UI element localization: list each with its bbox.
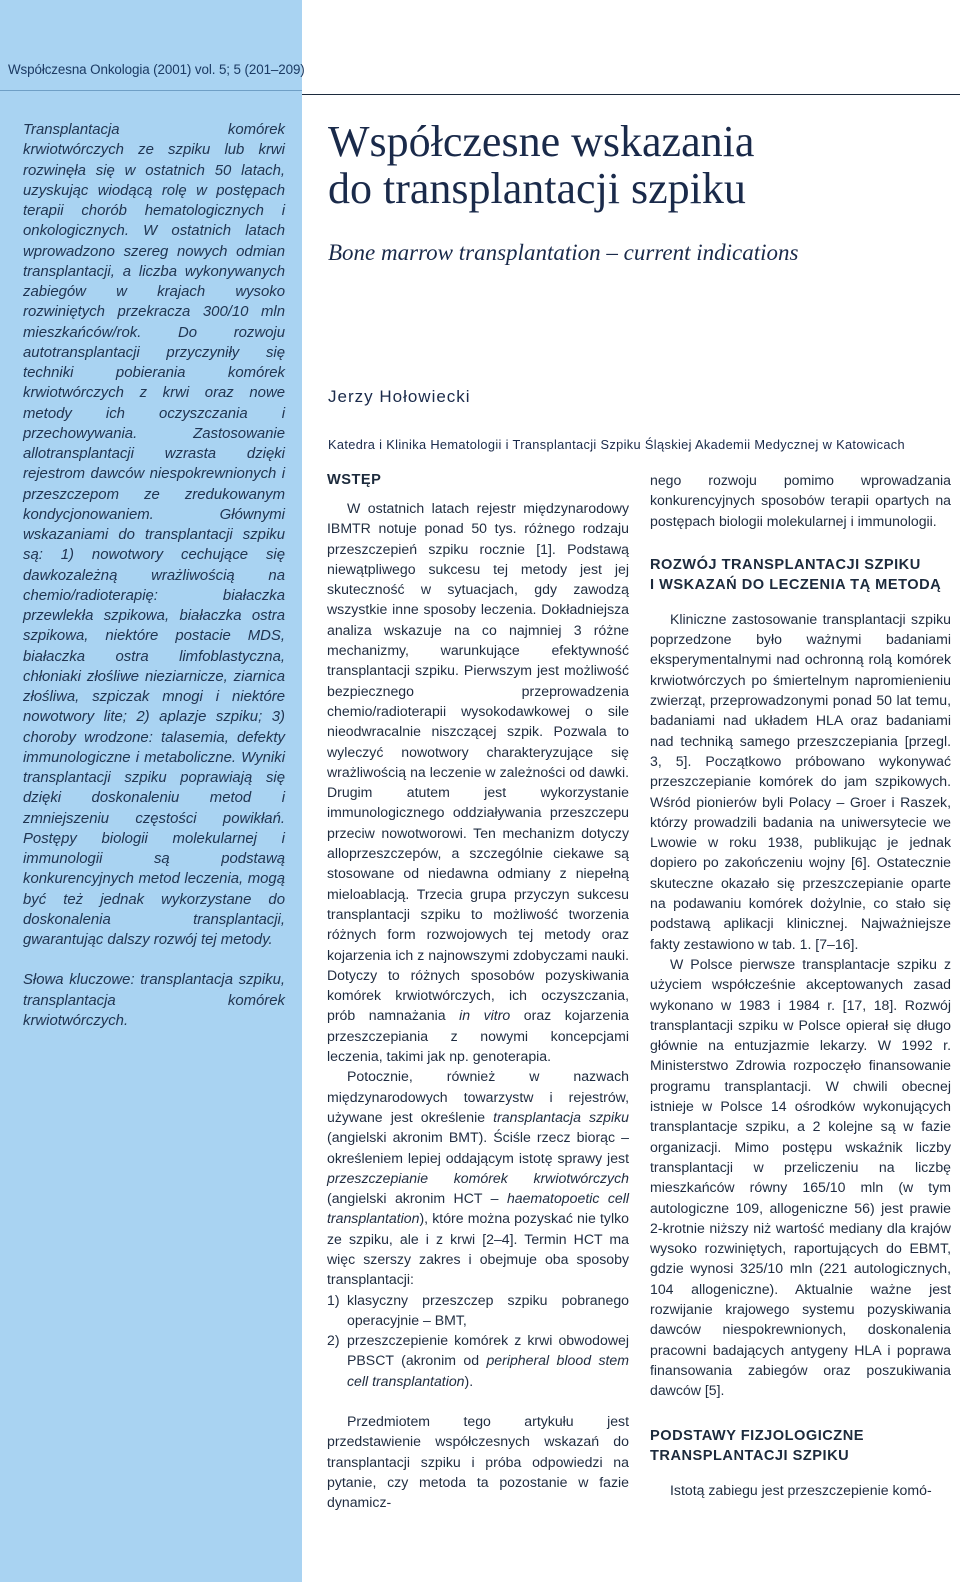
wstep-paragraph-3: Przedmiotem tego artykułu jest przedstawienie współczesnych wskazań do transplantacji szpiku i próba odpowiedzi na pytanie, czy metoda ta pozostanie w fazie dynamicz-	[327, 1413, 629, 1511]
transplant-types-list	[327, 1290, 629, 1391]
wstep-p2-b: (angielski akronim BMT). Ściśle rzecz biorąc – określeniem lepiej oddającym istotę sprawy jest	[327, 1129, 629, 1166]
journal-reference: Współczesna Onkologia (2001) vol. 5; 5 (201–209)	[8, 62, 305, 77]
wstep-p1-italic: in vitro	[459, 1007, 511, 1024]
wstep-paragraph-2	[327, 1066, 629, 1289]
podstawy-heading-line-1: PODSTAWY FIZJOLOGICZNE	[650, 1428, 864, 1445]
wstep-p2-italic-3: haematopoetic cell transplantation	[327, 1190, 629, 1227]
wstep-p1-text: W ostatnich latach rejestr międzynarodowy IBMTR notuje ponad 50 tys. różnego rodzaju przeszczepień szpiku rocznie [1]. Podstawą niewątpliwego sukcesu tej metody jest jej skuteczność w sytuacjach, gdy zawodzą wszystkie inne sposoby leczenia. Dokładniejsza analiza wskazuje na co najmniej 3 różne mechanizmy, warunkujące efektywność transplantacji szpiku. Pierwszym jest możliwość bezpiecznego przeprowadzenia chemio/radioterapii wysokodawkowej o sile nieodwracalnie niszczącej szpik. Pozwala to wyleczyć nowotwory charakteryzujące się wrażliwością na leczenie w zależności od dawki. Drugim atutem jest wykorzystanie immunologicznego oddziaływania przeszczepu przeciw nowotworowi. Ten mechanizm dotyczy alloprzeszczepów, a szczególnie ciekawe są stosowane od niedawna odmiany z niepełną mieloablacją. Trzecia grupa przyczyn sukcesu transplantacji szpiku to możliwość tworzenia różnych form rozwojowych tej metody oraz kojarzenia ich z najnowszymi zdobyczami nauki. Dotyczy to różnych sposobów pozyskiwania komórek krwiotwórczych, ich oczyszczania, prób namnażania	[327, 500, 629, 1024]
affiliation: Katedra i Klinika Hematologii i Transplantacji Szpiku Śląskiej Akademii Medycznej w Katowicach	[328, 437, 906, 452]
keywords: Słowa kluczowe: transplantacja szpiku, transplantacja komórek krwiotwórczych.	[23, 972, 285, 1029]
wstep-p2-italic-2: przeszczepianie komórek krwiotwórczych	[327, 1169, 629, 1186]
sidebar	[0, 0, 305, 1582]
list-text-italic: peripheral blood stem cell transplantation	[347, 1352, 629, 1389]
article-title	[328, 118, 948, 212]
list-number: 1)	[327, 1291, 340, 1308]
abstract-text: Transplantacja komórek krwiotwórczych ze szpiku lub krwi rozwinęła się w ostatnich 50 latach, uzyskując wiodącą rolę w postępach terapii chorób hematologicznych i onkologicznych. W ostatnich latach wprowadzono szereg nowych odmian transplantacji, a liczba wykonywanych zabiegów w krajach wysoko rozwiniętych przekracza 300/10 mln mieszkańców/rok. Do rozwoju autotransplantacji przyczyniły się techniki pobierania komórek krwiotwórczych z krwi oraz nowe metody ich oczyszczania i przechowywania. Zastosowanie allotransplantacji wzrasta dzięki rejestrom dawców niespokrewnionych i przeszczepom ze zredukowanym kondycjonowaniem. Głównymi wskazaniami do transplantacji szpiku są: 1) nowotwory cechujące się dawkozależną wrażliwością na chemio/radioterapię: białaczka przewlekła szpikowa, białaczka ostra szpikowa, niektóre postacie MDS, białaczka ostra limfoblastyczna, chłoniaki złośliwe nieziarnicze, ziarnica złośliwa, szpiczak mnogi i niektóre nowotwory lite; 2) aplazje szpiku; 3) choroby wrodzone: talasemia, defekty immunologiczne i metaboliczne. Wyniki transplantacji szpiku poprawiają się dzięki doskonaleniu metod i zmniejszeniu częstości powikłań. Postępy biologii molekularnej i immunologii są podstawą konkurencyjnych metod leczenia, mogą być też jednak wykorzystane do doskonalenia transplantacji, gwarantując dalszy rozwój tej metody.	[23, 122, 285, 948]
podstawy-heading-line-2: TRANSPLANTACJI SZPIKU	[650, 1448, 850, 1465]
sidebar-divider	[0, 90, 302, 91]
wstep-paragraph-3-continued: nego rozwoju pomimo wprowadzania konkurencyjnych sposobów terapii opartych na postępach biologii molekularnej i immunologii.	[650, 472, 951, 529]
author: Jerzy Hołowiecki	[328, 387, 471, 406]
section-heading-podstawy	[650, 1426, 951, 1466]
wstep-p2-a: Potocznie, również w nazwach międzynarodowych towarzystw i rejestrów, używane jest określenie	[327, 1068, 629, 1125]
list-number: 2)	[327, 1332, 340, 1349]
english-title: Bone marrow transplantation – current indications	[328, 240, 799, 265]
text-column-left	[327, 470, 629, 1513]
title-line-2: do transplantacji szpiku	[328, 164, 746, 213]
text-column-right	[650, 470, 951, 1501]
wstep-p1-end: oraz kojarzenia przeszczepiania z nowymi koncepcjami leczenia, takimi jak np. genoterapia.	[327, 1007, 630, 1065]
header-divider	[302, 94, 960, 95]
list-item	[327, 1330, 629, 1391]
title-line-1: Współczesne wskazania	[328, 117, 755, 166]
podstawy-paragraph-1: Istotą zabiegu jest przeszczepienie komó-	[670, 1482, 932, 1499]
wstep-p2-d: ), które można pozyskać nie tylko ze szpiku, ale i z krwi [2–4]. Termin HCT ma więc szerszy zakres i obejmuje oba sposoby transplantacji:	[327, 1210, 629, 1288]
rozwoj-heading-line-2: I WSKAZAŃ DO LECZENIA TĄ METODĄ	[650, 576, 942, 593]
abstract	[23, 120, 285, 1031]
wstep-p2-c: (angielski akronim HCT –	[327, 1190, 507, 1207]
section-heading-rozwoj	[650, 555, 951, 595]
list-text-end: ).	[464, 1372, 474, 1389]
list-text: klasyczny przeszczep szpiku pobranego operacyjnie – BMT,	[347, 1291, 629, 1328]
section-heading-wstep: WSTĘP	[327, 472, 382, 488]
rozwoj-paragraph-2: W Polsce pierwsze transplantacje szpiku z użyciem współcześnie akceptowanych zasad wykonano w 1983 i 1984 r. [17, 18]. Rozwój transplantacji szpiku w Polsce opierał się długo głównie na entuzjazmie lekarzy. W 1992 r. Ministerstwo Zdrowia rozpoczęło finansowanie programu transplantacji. W chwili obecnej istnieje w Polsce 14 ośrodków wykonujących transplantacje szpiku, a 2 kolejne są w fazie organizacji. Mimo postępu wskaźnik liczby transplantacji w przeliczeniu na liczbę mieszkańców równy 165/10 mln (w tym autologiczne 109, allogeniczne 56) jest prawie 2-krotnie niższy niż wartość mediany dla krajów wysoko rozwiniętych, raportujących do EBMT, gdzie wynosi 325/10 mln (221 autologicznych, 104 allogeniczne). Aktualnie ważne jest rozwijanie krajowego systemu pozyskiwania dawców niespokrewnionych, doskonalenia pracowni badających antygeny HLA i poprawa finansowania zabiegów oraz poszukiwania dawców [5].	[650, 955, 951, 1399]
wstep-paragraph-1	[327, 498, 629, 1066]
list-item	[327, 1290, 629, 1331]
wstep-p2-italic-1: transplantacja szpiku	[493, 1108, 629, 1125]
list-text: przeszczepienie komórek z krwi obwodowej PBSCT (akronim od	[347, 1332, 629, 1369]
rozwoj-paragraph-1: Kliniczne zastosowanie transplantacji szpiku poprzedzone było ważnymi badaniami eksperymentalnymi nad ochronną rolą komórek krwiotwórczych po śmiertelnym napromienieniu zwierząt, przeprowadzonymi ponad 50 lat temu, badaniami nad układem HLA oraz badaniami nad techniką samego przeszczepiania [przegl. 3, 5]. Początkowo próbowano wykonywać przeszczepianie komórek do jam szpikowych. Wśród pionierów byli Polacy – Groer i Raszek, którzy prowadzili badania na uniwersytecie we Lwowie w roku 1938, publikując je jednak dopiero po zakończeniu wojny [6]. Ostatecznie skuteczne okazało się przeszczepianie oparte na podawaniu komórek dożylnie, co stało się podstawą aplikacji klinicznej. Najważniejsze fakty zestawiono w tab. 1. [7–16].	[650, 610, 951, 952]
rozwoj-heading-line-1: ROZWÓJ TRANSPLANTACJI SZPIKU	[650, 556, 921, 573]
